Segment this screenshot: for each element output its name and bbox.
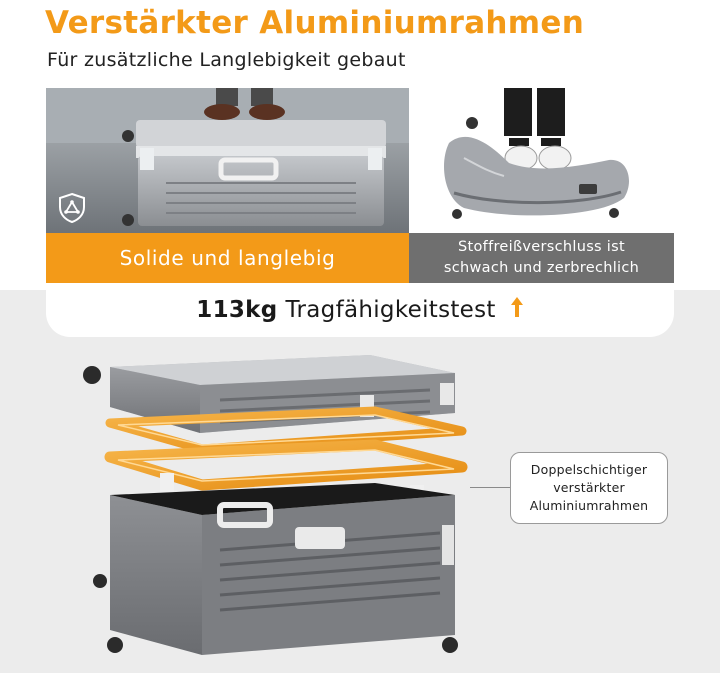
aluminum-frame-upper xyxy=(110,411,462,449)
suitcase-body xyxy=(93,483,458,655)
label-zipper-weak-line1: Stoffreißverschluss ist xyxy=(458,239,625,255)
label-zipper-weak-line2: schwach und zerbrechlich xyxy=(443,260,640,276)
arrow-up-icon xyxy=(510,296,524,324)
callout-double-frame xyxy=(510,452,668,524)
page-title: Verstärkter Aluminiumrahmen xyxy=(45,5,585,41)
callout-line2: verstärkter xyxy=(553,480,625,495)
label-solid-durable: Solide und langlebig xyxy=(46,233,409,283)
photo-standing-on-suitcase xyxy=(46,88,409,233)
callout-leader-line xyxy=(470,487,510,488)
photo-crushed-zipper-suitcase xyxy=(409,88,674,233)
callout-line1: Doppelschichtiger xyxy=(530,462,648,477)
label-zipper-weak xyxy=(409,233,674,283)
exploded-suitcase-diagram xyxy=(70,345,470,670)
callout-line3: Aluminiumrahmen xyxy=(529,498,649,513)
page-subtitle: Für zusätzliche Langlebigkeit gebaut xyxy=(47,49,406,71)
shield-icon xyxy=(56,192,88,224)
load-test-label: Tragfähigkeitstest xyxy=(285,297,496,323)
load-test-value: 113kg xyxy=(196,297,278,323)
load-test-banner xyxy=(46,283,674,337)
